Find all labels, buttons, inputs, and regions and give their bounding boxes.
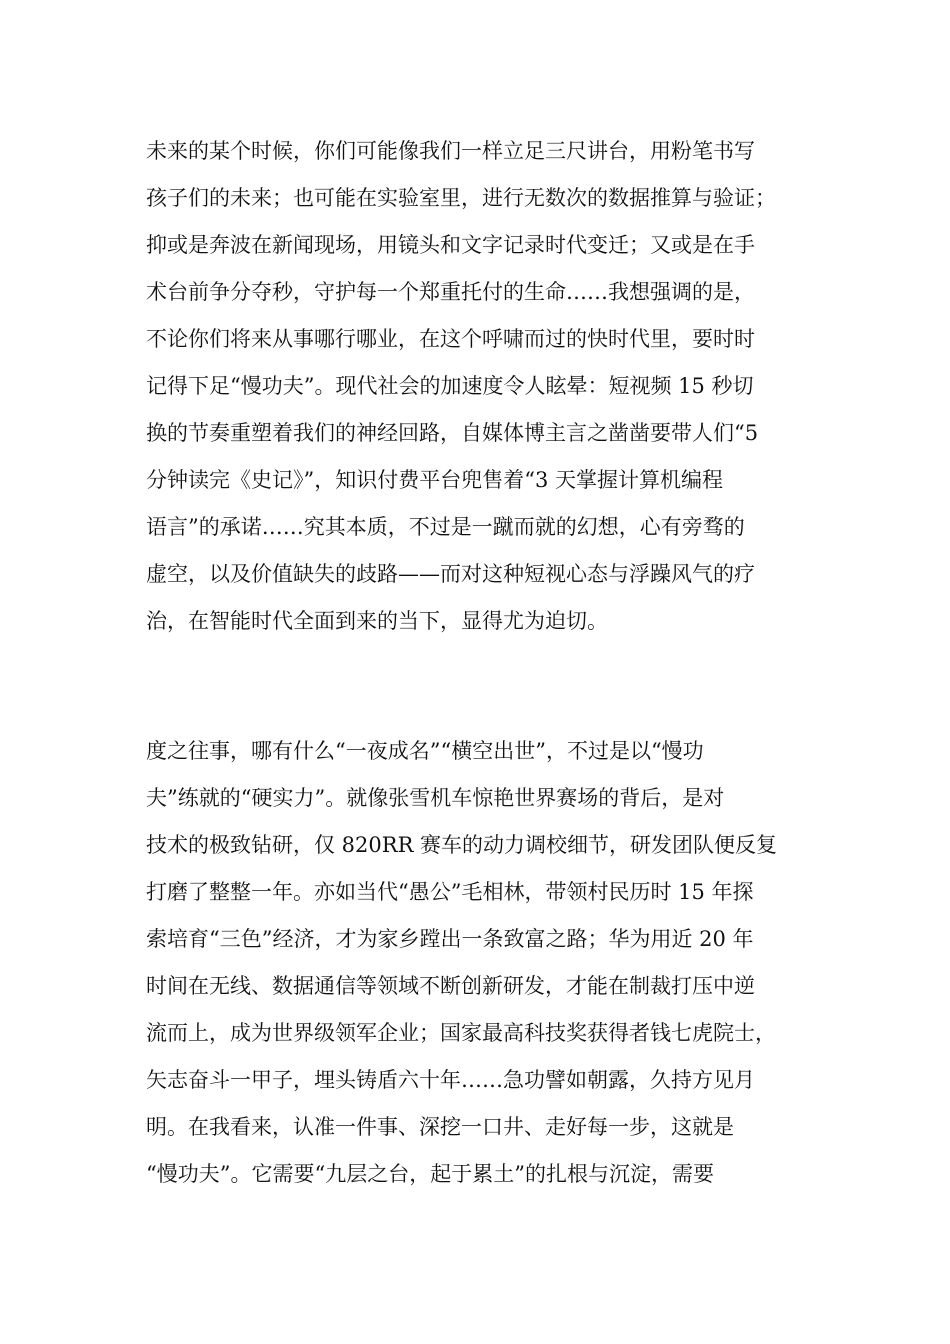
paragraph-1 [146,128,816,645]
text-line: 流而上，成为世界级领军企业；国家最高科技奖获得者钱七虎院士， [146,1021,776,1045]
text-line: 明。在我看来，认准一件事、深挖一口井、走好每一步，这就是 [146,1115,734,1139]
text-line: 不论你们将来从事哪行哪业，在这个呼啸而过的快时代里，要时时 [146,327,755,351]
text-line: 技术的极致钻研，仅 820RR 赛车的动力调校细节，研发团队便反复 [146,833,778,857]
paragraph-2 [146,728,816,1198]
text-line: 夫”练就的“硬实力”。就像张雪机车惊艳世界赛场的背后，是对 [146,786,725,810]
text-line: 虚空，以及价值缺失的歧路——而对这种短视心态与浮躁风气的疗 [146,562,755,586]
text-line: 未来的某个时候，你们可能像我们一样立足三尺讲台，用粉笔书写 [146,139,755,163]
text-line: 度之往事，哪有什么“一夜成名”“横空出世”，不过是以“慢功 [146,739,704,763]
text-line: 术台前争分夺秒，守护每一个郑重托付的生命……我想强调的是， [146,280,755,304]
text-line: 索培育“三色”经济，才为家乡蹚出一条致富之路；华为用近 20 年 [146,927,754,951]
text-line: 矢志奋斗一甲子，埋头铸盾六十年……急功譬如朝露，久持方见月 [146,1068,755,1092]
text-line: 时间在无线、数据通信等领域不断创新研发，才能在制裁打压中逆 [146,974,755,998]
text-line: 记得下足“慢功夫”。现代社会的加速度令人眩晕：短视频 15 秒切 [146,374,754,398]
text-line: “慢功夫”。它需要“九层之台，起于累土”的扎根与沉淀，需要 [146,1162,714,1186]
text-line: 换的节奏重塑着我们的神经回路，自媒体博主言之凿凿要带人们“5 [146,421,759,445]
text-line: 孩子们的未来；也可能在实验室里，进行无数次的数据推算与验证； [146,186,776,210]
text-line: 抑或是奔波在新闻现场，用镜头和文字记录时代变迁；又或是在手 [146,233,755,257]
text-line: 分钟读完《史记》”，知识付费平台兜售着“3 天掌握计算机编程 [146,468,724,492]
text-line: 语言”的承诺……究其本质，不过是一蹴而就的幻想，心有旁骛的 [146,515,745,539]
text-line: 打磨了整整一年。亦如当代“愚公”毛相林，带领村民历时 15 年探 [146,880,754,904]
text-line: 治，在智能时代全面到来的当下，显得尤为迫切。 [146,609,608,633]
